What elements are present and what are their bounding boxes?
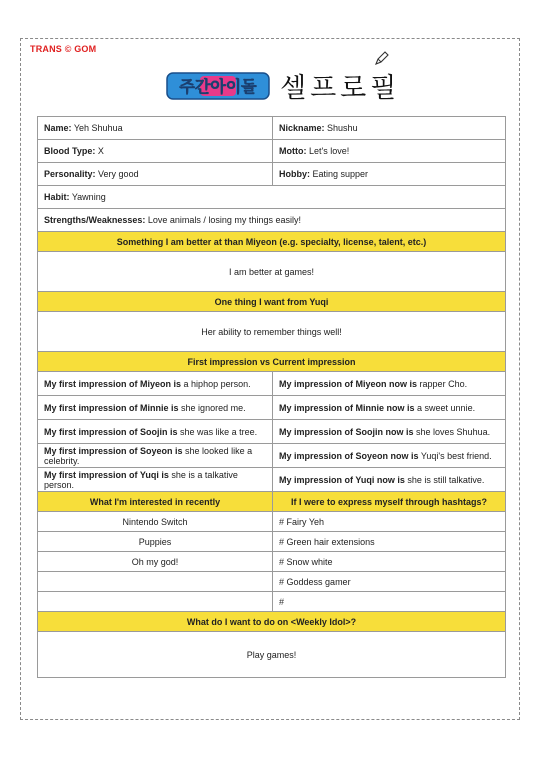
name-cell: Name: Yeh Shuhua <box>38 117 273 140</box>
table-row <box>38 572 506 592</box>
table-row <box>38 396 506 420</box>
name-value: Yeh Shuhua <box>73 123 123 133</box>
table-row <box>38 552 506 572</box>
pencil-icon <box>374 50 390 66</box>
translator-credit: TRANS © GOM <box>30 44 97 54</box>
weekly-idol-answer: Play games! <box>38 632 506 678</box>
blood-type-cell: Blood Type: X <box>38 140 273 163</box>
table-row <box>38 444 506 468</box>
table-row <box>38 186 506 209</box>
hashtag-item: # Snow white <box>273 552 506 572</box>
current-impression-soyeon: My impression of Soyeon now is Yuqi's best friend. <box>273 444 506 468</box>
current-impression-soojin: My impression of Soojin now is she loves Shuhua. <box>273 420 506 444</box>
table-row <box>38 420 506 444</box>
motto-value: Let's love! <box>309 146 350 156</box>
first-impression-soojin: My first impression of Soojin is she was like a tree. <box>38 420 273 444</box>
blood-type-value: X <box>97 146 104 156</box>
want-answer: Her ability to remember things well! <box>38 312 506 352</box>
interest-item <box>38 572 273 592</box>
strengths-value: Love animals / losing my things easily! <box>147 215 301 225</box>
current-impression-yuqi: My impression of Yuqi now is she is still talkative. <box>273 468 506 492</box>
nickname-value: Shushu <box>327 123 358 133</box>
strengths-cell: Strengths/Weaknesses: Love animals / losing my things easily! <box>38 209 506 232</box>
better-answer: I am better at games! <box>38 252 506 292</box>
interest-item <box>38 592 273 612</box>
table-row <box>38 632 506 678</box>
table-row <box>38 312 506 352</box>
first-impression-yuqi: My first impression of Yuqi is she is a talkative person. <box>38 468 273 492</box>
habit-cell: Habit: Yawning <box>38 186 506 209</box>
hashtag-item: # Green hair extensions <box>273 532 506 552</box>
hobby-cell: Hobby: Eating supper <box>273 163 506 186</box>
habit-value: Yawning <box>71 192 106 202</box>
interests-header: What I'm interested in recently <box>38 492 273 512</box>
first-impression-soyeon: My first impression of Soyeon is she looked like a celebrity. <box>38 444 273 468</box>
section-header <box>38 492 506 512</box>
table-row <box>38 140 506 163</box>
hashtag-item: # Fairy Yeh <box>273 512 506 532</box>
table-row <box>38 592 506 612</box>
impression-header: First impression vs Current impression <box>38 352 506 372</box>
current-impression-miyeon: My impression of Miyeon now is rapper Cho. <box>273 372 506 396</box>
weekly-idol-header: What do I want to do on <Weekly Idol>? <box>38 612 506 632</box>
table-row <box>38 209 506 232</box>
weekly-idol-logo <box>166 70 270 102</box>
page-title: 셀프로필 <box>280 73 401 104</box>
interest-item: Oh my god! <box>38 552 273 572</box>
personality-value: Very good <box>98 169 139 179</box>
hobby-value: Eating supper <box>312 169 369 179</box>
table-row <box>38 468 506 492</box>
section-header <box>38 232 506 252</box>
logo-text: 주간아이돌 <box>179 77 257 96</box>
section-header <box>38 612 506 632</box>
first-impression-minnie: My first impression of Minnie is she ignored me. <box>38 396 273 420</box>
interest-item: Puppies <box>38 532 273 552</box>
current-impression-minnie: My impression of Minnie now is a sweet unnie. <box>273 396 506 420</box>
hashtag-item: # Goddess gamer <box>273 572 506 592</box>
personality-cell: Personality: Very good <box>38 163 273 186</box>
motto-cell: Motto: Let's love! <box>273 140 506 163</box>
table-row <box>38 252 506 292</box>
better-header: Something I am better at than Miyeon (e.g. specialty, license, talent, etc.) <box>38 232 506 252</box>
table-row <box>38 512 506 532</box>
section-header <box>38 352 506 372</box>
profile-table <box>37 116 506 678</box>
table-row <box>38 372 506 396</box>
first-impression-miyeon: My first impression of Miyeon is a hiphop person. <box>38 372 273 396</box>
table-row <box>38 532 506 552</box>
want-header: One thing I want from Yuqi <box>38 292 506 312</box>
table-row <box>38 117 506 140</box>
section-header <box>38 292 506 312</box>
hashtag-item: # <box>273 592 506 612</box>
nickname-cell: Nickname: Shushu <box>273 117 506 140</box>
table-row <box>38 163 506 186</box>
interest-item: Nintendo Switch <box>38 512 273 532</box>
hashtags-header: If I were to express myself through hashtags? <box>273 492 506 512</box>
